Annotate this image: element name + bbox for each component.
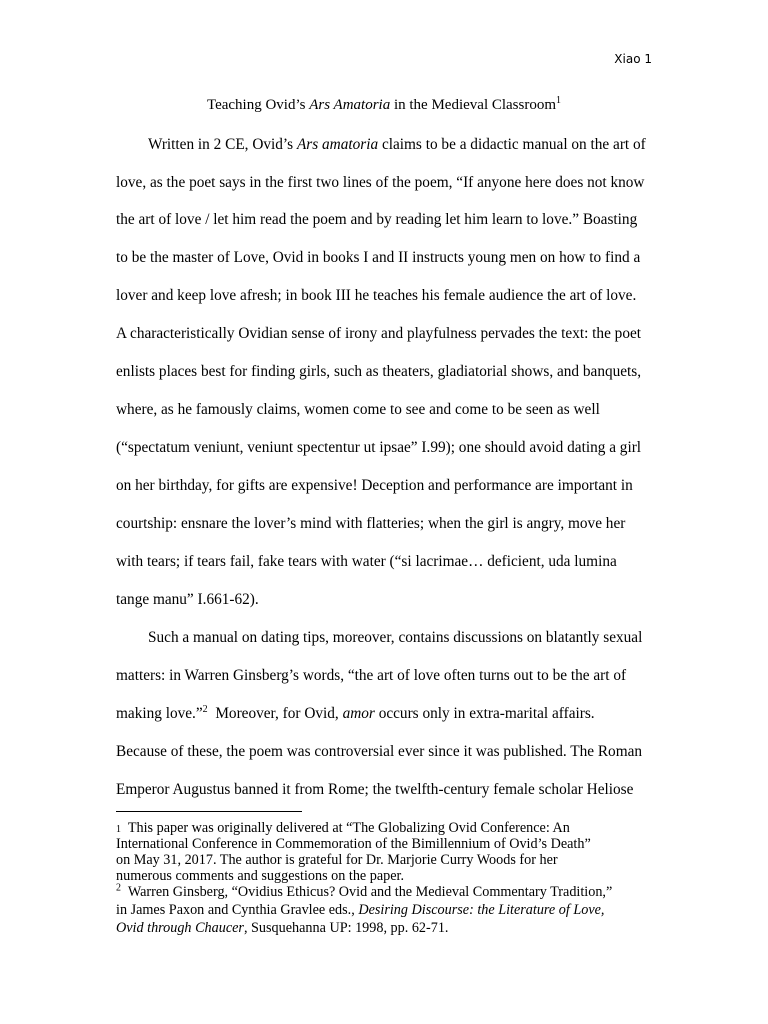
body-line: love, as the poet says in the first two lines of the poem, “If anyone here does not know (116, 174, 645, 191)
footnote-ref-1[interactable]: 1 (556, 95, 562, 106)
body-line: with tears; if tears fail, fake tears with water (“si lacrimae… deficient, uda lumina (116, 553, 617, 570)
body-line: lover and keep love afresh; in book III he teaches his female audience the art of love. (116, 287, 637, 304)
body-line: courtship: ensnare the lover’s mind with flatteries; when the girl is angry, move her (116, 515, 626, 532)
footnote-line (116, 902, 676, 918)
body-line: Because of these, the poem was controversial ever since it was published. The Roman (116, 743, 643, 760)
paper-title (116, 96, 652, 114)
text-run: Moreover, for Ovid, (207, 705, 343, 722)
footnote-marker: 2 (116, 882, 121, 894)
text-run: Written in 2 CE, Ovid’s (148, 136, 297, 153)
body-line: enlists places best for finding girls, such as theaters, gladiatorial shows, and banquets, (116, 363, 642, 380)
italic-run: amor (342, 705, 375, 722)
footnote-line: numerous comments and suggestions on the paper. (116, 868, 405, 884)
body-line: where, as he famously claims, women come to see and come to be seen as well (116, 401, 600, 418)
footnote-line (116, 920, 676, 936)
body-line (148, 136, 676, 154)
footnote-separator (116, 811, 302, 812)
title-text-before: Teaching Ovid’s (206, 97, 310, 113)
body-line: to be the master of Love, Ovid in books I and II instructs young men on how to find a (116, 249, 641, 266)
body-line: tange manu” I.661-62). (116, 591, 259, 608)
text-run: occurs only in extra-marital affairs. (374, 705, 595, 722)
body-line: the art of love / let him read the poem and by reading let him learn to love.” Boasting (116, 211, 638, 228)
body-line: A characteristically Ovidian sense of irony and playfulness pervades the text: the poet (116, 325, 642, 342)
italic-run: Ovid through Chaucer (116, 920, 244, 936)
body-line: (“spectatum veniunt, veniunt spectentur ut ipsae” I.99); one should avoid dating a girl (116, 439, 642, 456)
body-line: Such a manual on dating tips, moreover, contains discussions on blatantly sexual (148, 629, 643, 646)
body-line: Emperor Augustus banned it from Rome; the twelfth-century female scholar Heliose (116, 781, 634, 798)
text-run: This paper was originally delivered at “The Globalizing Ovid Conference: An (127, 820, 570, 836)
footnote-line: International Conference in Commemoration of the Bimillennium of Ovid’s Death” (116, 836, 591, 852)
italic-run: Desiring Discourse: the Literature of Love, (358, 902, 605, 918)
text-run: , Susquehanna UP: 1998, pp. 62-71. (243, 920, 449, 936)
title-text-after: in the Medieval Classroom (390, 97, 557, 113)
body-line: matters: in Warren Ginsberg’s words, “the art of love often turns out to be the art of (116, 667, 627, 684)
text-run: Warren Ginsberg, “Ovidius Ethicus? Ovid and the Medieval Commentary Tradition,” (127, 884, 613, 900)
footnote-marker: 1 (116, 824, 121, 835)
footnote-line: on May 31, 2017. The author is grateful for Dr. Marjorie Curry Woods for her (116, 852, 558, 868)
italic-run: Ars amatoria (296, 136, 379, 153)
text-run: claims to be a didactic manual on the art of (378, 136, 646, 153)
text-run: in James Paxon and Cynthia Gravlee eds., (116, 902, 359, 918)
body-line: on her birthday, for gifts are expensive! Deception and performance are important in (116, 477, 633, 494)
running-header: Xiao 1 (614, 52, 652, 66)
footnote-line (116, 884, 676, 900)
title-italic: Ars Amatoria (309, 97, 391, 113)
text-run: making love.” (116, 705, 203, 722)
body-line (116, 705, 676, 723)
footnote-ref-2[interactable]: 2 (202, 703, 208, 715)
